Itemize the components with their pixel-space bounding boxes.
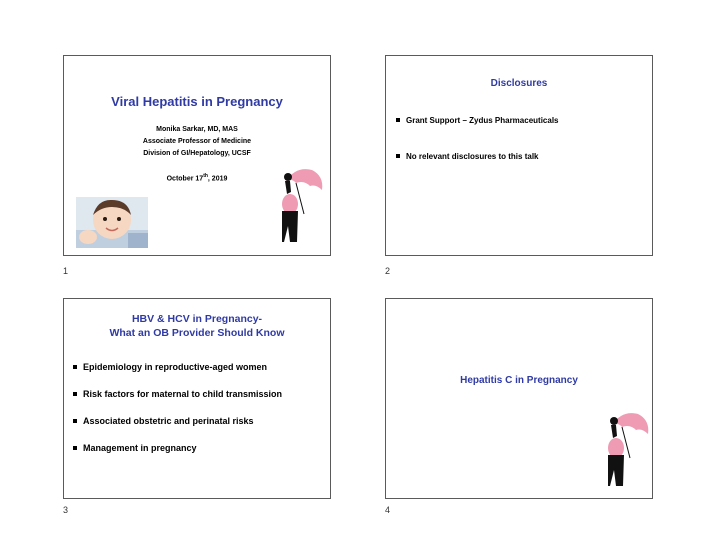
slide-1-title: Viral Hepatitis in Pregnancy [111, 94, 283, 109]
bullet-item: No relevant disclosures to this talk [396, 152, 538, 161]
slide-number-2: 2 [385, 266, 391, 276]
slide-number-4: 4 [385, 505, 391, 515]
slide-2 [385, 55, 653, 256]
baby-photo [76, 197, 148, 248]
slide-3 [63, 298, 331, 499]
author-division: Division of GI/Hepatology, UCSF [143, 150, 251, 157]
slide-1 [63, 55, 331, 256]
pregnant-woman-umbrella-icon [270, 166, 326, 248]
bullet-item: Epidemiology in reproductive-aged women [73, 362, 267, 372]
slide-2-title: Disclosures [490, 78, 548, 89]
author-role: Associate Professor of Medicine [142, 138, 252, 145]
bullet-item: Associated obstetric and perinatal risks [73, 416, 254, 426]
slide-number-1: 1 [63, 266, 69, 276]
bullet-item: Grant Support – Zydus Pharmaceuticals [396, 116, 558, 125]
presentation-date: October 17th, 2019 [166, 173, 228, 183]
pregnant-woman-umbrella-icon [596, 409, 652, 493]
slide-4 [385, 298, 653, 499]
slide-3-title: HBV & HCV in Pregnancy- What an OB Provider Should Know [109, 313, 285, 339]
slide-number-3: 3 [63, 505, 69, 515]
slide-4-title: Hepatitis C in Pregnancy [460, 375, 578, 386]
bullet-item: Risk factors for maternal to child transmission [73, 389, 282, 399]
author-name: Monika Sarkar, MD, MAS [156, 126, 238, 133]
bullet-item: Management in pregnancy [73, 443, 197, 453]
